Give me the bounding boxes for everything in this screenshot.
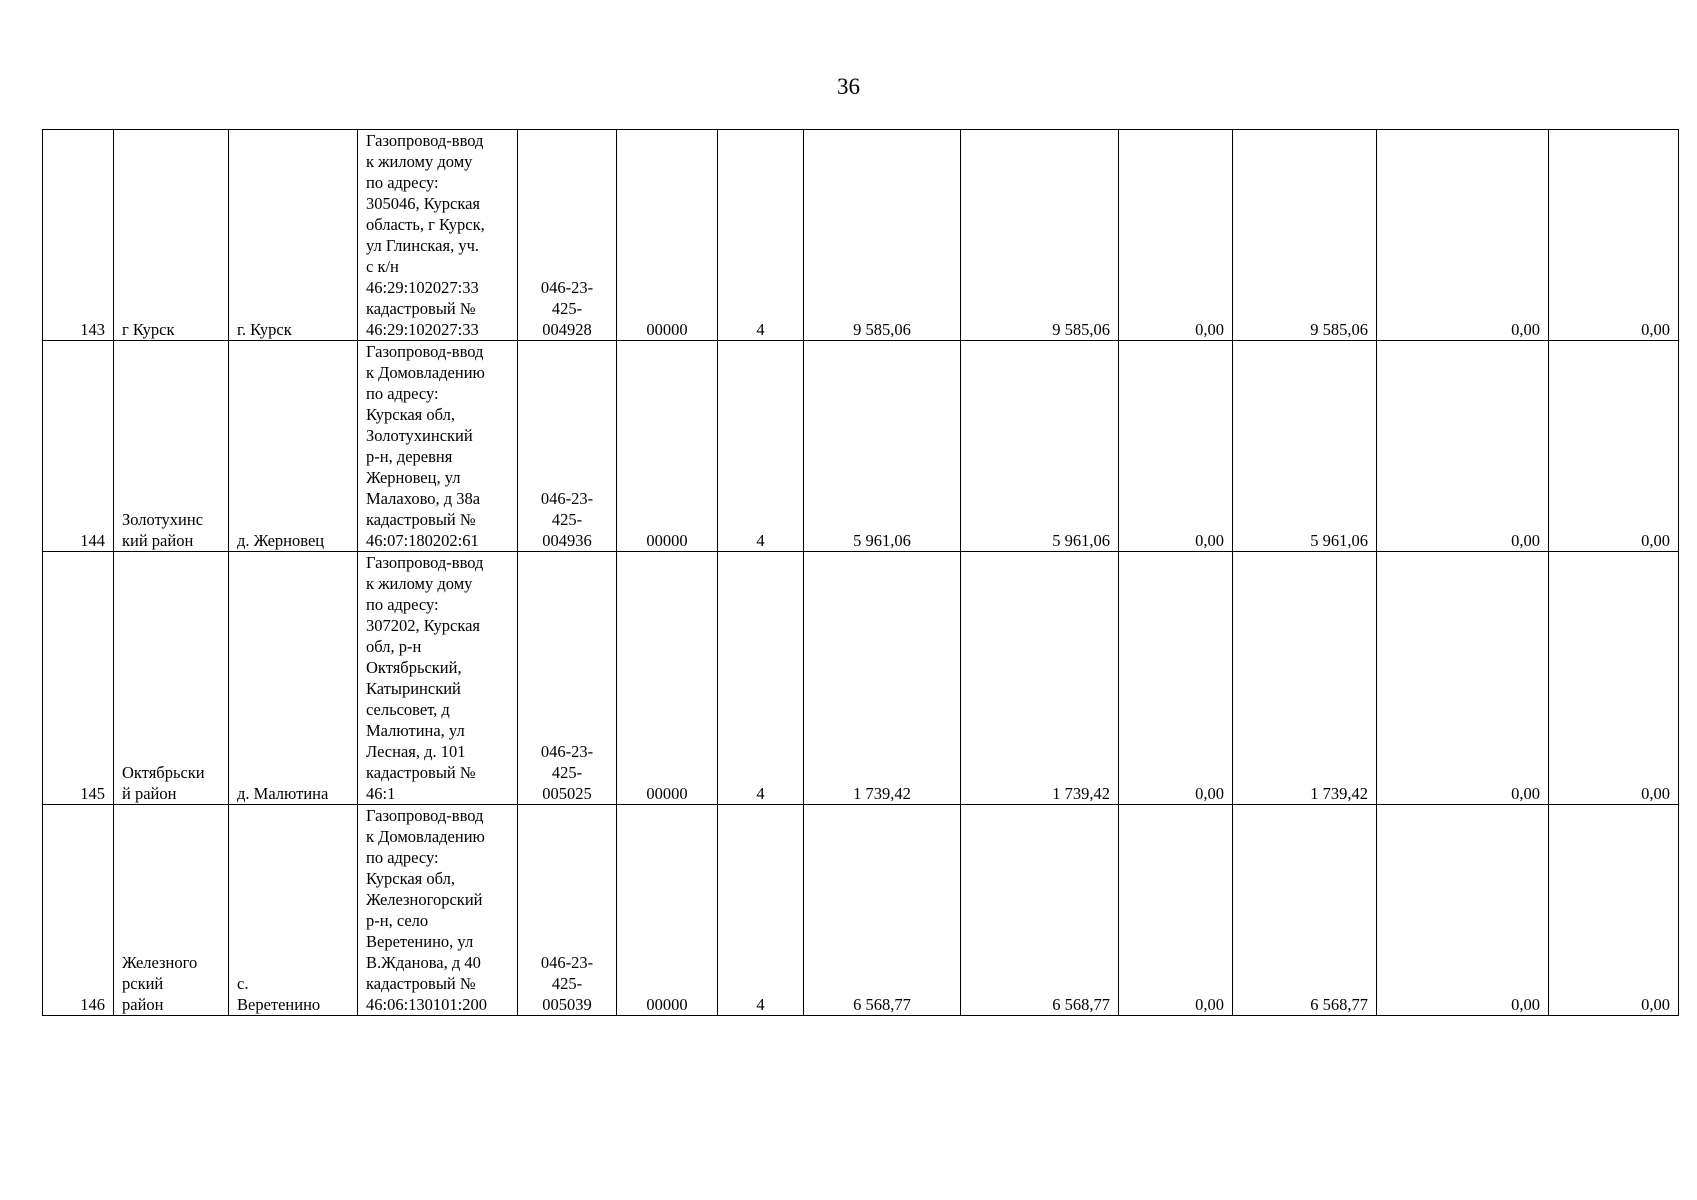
locality-cell: с. Веретенино bbox=[229, 805, 358, 1016]
code-cell: 00000 bbox=[617, 552, 718, 805]
amount-cell: 0,00 bbox=[1549, 341, 1679, 552]
table-row bbox=[43, 552, 1679, 805]
code-cell: 00000 bbox=[617, 130, 718, 341]
row-number-cell: 146 bbox=[43, 805, 114, 1016]
category-cell: 4 bbox=[718, 805, 804, 1016]
object-code-cell: 046-23- 425- 005039 bbox=[518, 805, 617, 1016]
district-cell: Октябрьски й район bbox=[114, 552, 229, 805]
locality-cell: д. Малютина bbox=[229, 552, 358, 805]
amount-cell: 0,00 bbox=[1377, 341, 1549, 552]
table-row bbox=[43, 130, 1679, 341]
row-number-cell: 145 bbox=[43, 552, 114, 805]
page-number: 36 bbox=[837, 74, 860, 99]
amount-cell: 0,00 bbox=[1377, 552, 1549, 805]
amount-cell: 6 568,77 bbox=[1233, 805, 1377, 1016]
row-number-cell: 144 bbox=[43, 341, 114, 552]
amount-cell: 0,00 bbox=[1377, 805, 1549, 1016]
amount-cell: 5 961,06 bbox=[1233, 341, 1377, 552]
amount-cell: 6 568,77 bbox=[961, 805, 1119, 1016]
object-description-cell: Газопровод-ввод к Домовладению по адресу: Курская обл, Золотухинский р-н, деревня Жерновец, ул Малахово, д 38а кадастровый № 46:07:180202:61 bbox=[358, 341, 518, 552]
amount-cell: 1 739,42 bbox=[804, 552, 961, 805]
object-code-cell: 046-23- 425- 004928 bbox=[518, 130, 617, 341]
object-description-cell: Газопровод-ввод к Домовладению по адресу: Курская обл, Железногорский р-н, село Веретенино, ул В.Жданова, д 40 кадастровый № 46:06:130101:200 bbox=[358, 805, 518, 1016]
amount-cell: 1 739,42 bbox=[961, 552, 1119, 805]
code-cell: 00000 bbox=[617, 341, 718, 552]
amount-cell: 0,00 bbox=[1549, 130, 1679, 341]
amount-cell: 0,00 bbox=[1119, 130, 1233, 341]
object-description-cell: Газопровод-ввод к жилому дому по адресу: 305046, Курская область, г Курск, ул Глинская, уч. с к/н 46:29:102027:33 кадастровый № 46:29:102027:33 bbox=[358, 130, 518, 341]
amount-cell: 9 585,06 bbox=[961, 130, 1119, 341]
amount-cell: 5 961,06 bbox=[804, 341, 961, 552]
object-description-cell: Газопровод-ввод к жилому дому по адресу: 307202, Курская обл, р-н Октябрьский, Катыринский сельсовет, д Малютина, ул Лесная, д. 101 кадастровый № 46:1 bbox=[358, 552, 518, 805]
amount-cell: 9 585,06 bbox=[1233, 130, 1377, 341]
amount-cell: 0,00 bbox=[1549, 552, 1679, 805]
locality-cell: г. Курск bbox=[229, 130, 358, 341]
table-row bbox=[43, 805, 1679, 1016]
amount-cell: 6 568,77 bbox=[804, 805, 961, 1016]
table-row bbox=[43, 341, 1679, 552]
object-code-cell: 046-23- 425- 005025 bbox=[518, 552, 617, 805]
amount-cell: 0,00 bbox=[1119, 341, 1233, 552]
amount-cell: 0,00 bbox=[1119, 552, 1233, 805]
district-cell: Железного рский район bbox=[114, 805, 229, 1016]
amount-cell: 0,00 bbox=[1119, 805, 1233, 1016]
data-table bbox=[42, 129, 1679, 1016]
district-cell: г Курск bbox=[114, 130, 229, 341]
object-code-cell: 046-23- 425- 004936 bbox=[518, 341, 617, 552]
row-number-cell: 143 bbox=[43, 130, 114, 341]
amount-cell: 1 739,42 bbox=[1233, 552, 1377, 805]
district-cell: Золотухинс кий район bbox=[114, 341, 229, 552]
code-cell: 00000 bbox=[617, 805, 718, 1016]
category-cell: 4 bbox=[718, 130, 804, 341]
locality-cell: д. Жерновец bbox=[229, 341, 358, 552]
amount-cell: 9 585,06 bbox=[804, 130, 961, 341]
amount-cell: 5 961,06 bbox=[961, 341, 1119, 552]
category-cell: 4 bbox=[718, 552, 804, 805]
amount-cell: 0,00 bbox=[1377, 130, 1549, 341]
category-cell: 4 bbox=[718, 341, 804, 552]
amount-cell: 0,00 bbox=[1549, 805, 1679, 1016]
